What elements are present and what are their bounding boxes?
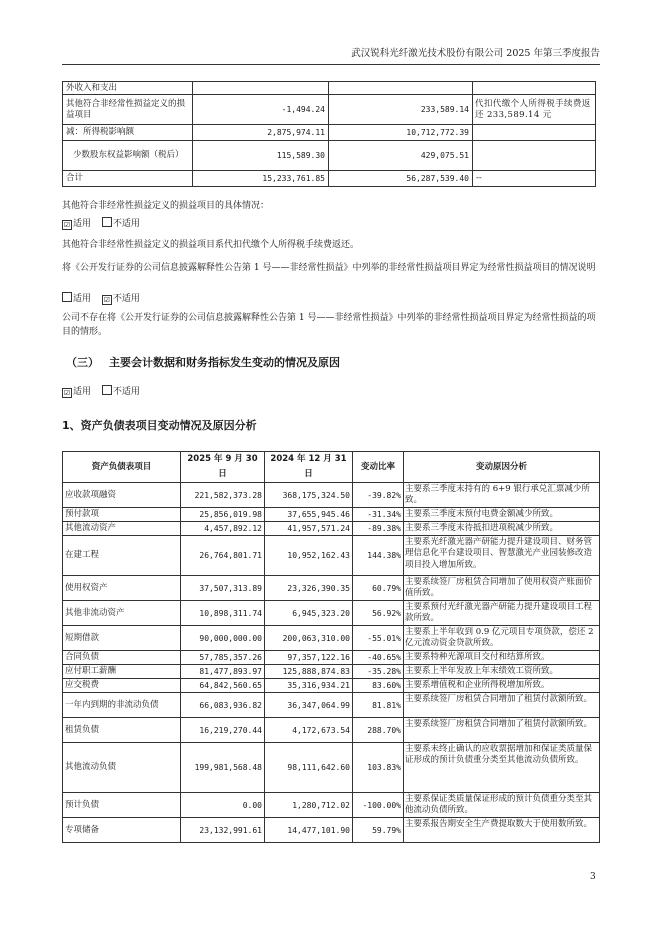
change-reason: 主要系续签厂房租赁合同增加了使用权资产账面价值所致。 [404, 576, 600, 601]
table-row [63, 125, 596, 141]
row-item: 租赁负债 [63, 718, 181, 743]
value-2024-12-31: 1,280,712.02 [265, 793, 353, 818]
change-reason: 主要系特种光源项目交付和结算所致。 [404, 651, 600, 665]
section-title: 主要会计数据和财务指标发生变动的情况及原因 [109, 356, 340, 369]
applicable-checkbox[interactable] [62, 292, 72, 302]
value-2024-12-31: 6,945,323.20 [265, 601, 353, 626]
value-2025-09-30: 4,457,892.12 [181, 522, 265, 536]
table-cell: 2,875,974.11 [193, 125, 329, 141]
row-item: 预计负债 [63, 793, 181, 818]
row-item: 应交税费 [63, 679, 181, 693]
change-reason: 主要系三季度末预付电费金额减少所致。 [404, 508, 600, 522]
table-cell: 少数股东权益影响额（税后） [63, 141, 193, 171]
table-row [63, 793, 600, 818]
column-header: 2024 年 12 月 31 日 [265, 452, 353, 483]
value-2025-09-30: 0.00 [181, 793, 265, 818]
change-ratio: -55.01% [353, 626, 404, 651]
change-reason: 主要系三季度末待抵扣进项税减少所致。 [404, 522, 600, 536]
row-item: 应收款项融资 [63, 483, 181, 508]
row-item: 其他非流动资产 [63, 601, 181, 626]
row-item: 在建工程 [63, 536, 181, 576]
table-row [63, 508, 600, 522]
checkbox-row [62, 385, 600, 399]
table-header-row [63, 452, 600, 483]
row-item: 其他流动资产 [63, 522, 181, 536]
change-ratio: -100.00% [353, 793, 404, 818]
checkbox-label: 适用 [73, 219, 92, 229]
checkbox-row [62, 217, 600, 231]
value-2025-09-30: 25,856,019.98 [181, 508, 265, 522]
table-row [63, 818, 600, 843]
table-cell: 外收入和支出 [63, 82, 193, 95]
value-2024-12-31: 10,952,162.43 [265, 536, 353, 576]
change-ratio: -89.38% [353, 522, 404, 536]
value-2024-12-31: 35,316,934.21 [265, 679, 353, 693]
table-row [63, 576, 600, 601]
value-2024-12-31: 36,347,064.99 [265, 693, 353, 718]
applicable-checkbox[interactable]: ☑ [63, 221, 71, 229]
not-applicable-checkbox[interactable] [102, 217, 112, 227]
change-reason: 主要系增值税和企业所得税增加所致。 [404, 679, 600, 693]
table-row [63, 601, 600, 626]
value-2024-12-31: 41,957,571.24 [265, 522, 353, 536]
value-2025-09-30: 57,785,357.26 [181, 651, 265, 665]
row-item: 预付款项 [63, 508, 181, 522]
checkbox-label: 不适用 [112, 219, 140, 229]
balance-sheet-changes-table [62, 451, 600, 843]
value-2025-09-30: 16,219,270.44 [181, 718, 265, 743]
change-ratio: 60.79% [353, 576, 404, 601]
change-ratio: -40.65% [353, 651, 404, 665]
column-header: 2025 年 9 月 30 日 [181, 452, 265, 483]
value-2025-09-30: 26,764,801.71 [181, 536, 265, 576]
table-row [63, 743, 600, 793]
row-item: 使用权资产 [63, 576, 181, 601]
table-row [63, 679, 600, 693]
table-row [63, 171, 596, 187]
table-cell: 429,075.51 [329, 141, 473, 171]
change-reason: 主要系预付光纤激光器产研能力提升建设项目工程款所致。 [404, 601, 600, 626]
table-cell: 其他符合非经常性损益定义的损益项目 [63, 95, 193, 125]
table-row [63, 536, 600, 576]
value-2025-09-30: 66,083,936.82 [181, 693, 265, 718]
change-ratio: 144.38% [353, 536, 404, 576]
value-2024-12-31: 23,326,390.35 [265, 576, 353, 601]
checkbox-label: 不适用 [112, 294, 140, 304]
change-ratio: 59.79% [353, 818, 404, 843]
table-cell: 10,712,772.39 [329, 125, 473, 141]
change-reason: 主要系报告期安全生产费提取数大于使用数所致。 [404, 818, 600, 843]
row-item: 短期借款 [63, 626, 181, 651]
not-applicable-checkbox[interactable] [102, 385, 112, 395]
table-cell: 115,589.30 [193, 141, 329, 171]
change-reason: 主要系上半年收到 0.9 亿元项目专项贷款，偿还 2 亿元流动资金贷款所致。 [404, 626, 600, 651]
table-row [63, 141, 596, 171]
table-cell: 233,589.14 [329, 95, 473, 125]
change-ratio: 81.81% [353, 693, 404, 718]
value-2024-12-31: 14,477,101.90 [265, 818, 353, 843]
change-reason: 主要系续签厂房租赁合同增加了租赁付款额所致。 [404, 693, 600, 718]
checkbox-label: 不适用 [112, 387, 140, 397]
value-2024-12-31: 125,888,874.83 [265, 665, 353, 679]
change-reason: 主要系保证类质量保证形成的预计负债重分类至其他流动负债所致。 [404, 793, 600, 818]
table-row [63, 82, 596, 95]
table-row [63, 483, 600, 508]
checkbox-label: 适用 [73, 387, 92, 397]
header-divider [62, 64, 600, 65]
table-cell: 15,233,761.85 [193, 171, 329, 187]
value-2024-12-31: 97,357,122.16 [265, 651, 353, 665]
change-reason: 主要系未终止确认的应收票据增加和保证类质量保证形成的预计负债重分类至其他流动负债所致。 [404, 743, 600, 793]
value-2025-09-30: 81,477,893.97 [181, 665, 265, 679]
subsection-heading: 1、资产负债表项目变动情况及原因分析 [62, 419, 257, 432]
column-header: 资产负债表项目 [63, 452, 181, 483]
value-2025-09-30: 199,981,568.48 [181, 743, 265, 793]
change-ratio: 288.70% [353, 718, 404, 743]
value-2025-09-30: 90,000,000.00 [181, 626, 265, 651]
row-item: 其他流动负债 [63, 743, 181, 793]
table-cell [473, 82, 596, 95]
value-2025-09-30: 64,842,560.65 [181, 679, 265, 693]
change-reason: 主要系光纤激光器产研能力提升建设项目、财务管理信息化平台建设项目、智慧激光产业园装修改造项目投入增加所致。 [404, 536, 600, 576]
value-2024-12-31: 4,172,673.54 [265, 718, 353, 743]
table-cell: 代扣代缴个人所得税手续费返还 233,589.14 元 [473, 95, 596, 125]
change-reason: 主要系上半年发放上年末绩效工资所致。 [404, 665, 600, 679]
table-cell [329, 82, 473, 95]
report-header: 武汉锐科光纤激光技术股份有限公司 2025 年第三季度报告 [351, 48, 600, 59]
table-cell [193, 82, 329, 95]
change-reason: 主要系续签厂房租赁合同增加了租赁付款额所致。 [404, 718, 600, 743]
row-item: 应付职工薪酬 [63, 665, 181, 679]
paragraph: 公司不存在将《公开发行证券的公司信息披露解释性公告第 1 号——非经常性损益》中列举的非经常性损益项目界定为经常性损益的项目的情形。 [62, 313, 596, 337]
value-2025-09-30: 37,507,313.89 [181, 576, 265, 601]
table-row [63, 693, 600, 718]
value-2024-12-31: 368,175,324.50 [265, 483, 353, 508]
change-ratio: 83.60% [353, 679, 404, 693]
value-2025-09-30: 221,582,373.28 [181, 483, 265, 508]
change-ratio: -31.34% [353, 508, 404, 522]
value-2025-09-30: 10,898,311.74 [181, 601, 265, 626]
non-recurring-items-table [62, 81, 596, 187]
change-ratio: -35.28% [353, 665, 404, 679]
table-row [63, 626, 600, 651]
section-number: （三） [66, 356, 99, 369]
checkbox-row [62, 292, 600, 306]
change-ratio: 103.83% [353, 743, 404, 793]
column-header: 变动比率 [353, 452, 404, 483]
table-cell: 56,287,539.40 [329, 171, 473, 187]
table-cell: 减：所得税影响额 [63, 125, 193, 141]
row-item: 一年内到期的非流动负债 [63, 693, 181, 718]
paragraph: 将《公开发行证券的公司信息披露解释性公告第 1 号——非经常性损益》中列举的非经常性损益项目界定为经常性损益项目的情况说明 [62, 263, 596, 273]
table-row [63, 651, 600, 665]
table-row [63, 522, 600, 536]
value-2024-12-31: 37,655,945.46 [265, 508, 353, 522]
checkbox-label: 适用 [73, 294, 92, 304]
paragraph: 其他符合非经常性损益定义的损益项目系代扣代缴个人所得税手续费返还。 [62, 240, 360, 250]
table-cell: -1,494.24 [193, 95, 329, 125]
page-number: 3 [590, 872, 596, 882]
table-cell [473, 125, 596, 141]
table-cell: 合计 [63, 171, 193, 187]
value-2025-09-30: 23,132,991.61 [181, 818, 265, 843]
table-cell: -- [473, 171, 596, 187]
table-row [63, 718, 600, 743]
value-2024-12-31: 200,063,310.00 [265, 626, 353, 651]
row-item: 合同负债 [63, 651, 181, 665]
applicable-checkbox[interactable]: ☑ [63, 389, 71, 397]
table-row [63, 665, 600, 679]
value-2024-12-31: 98,111,642.60 [265, 743, 353, 793]
table-row [63, 95, 596, 125]
column-header: 变动原因分析 [404, 452, 600, 483]
section-heading [66, 354, 340, 370]
change-ratio: -39.82% [353, 483, 404, 508]
row-item: 专项储备 [63, 818, 181, 843]
change-reason: 主要系三季度末持有的 6+9 银行承兑汇票减少所致。 [404, 483, 600, 508]
table-cell [473, 141, 596, 171]
paragraph: 其他符合非经常性损益定义的损益项目的具体情况： [62, 201, 270, 211]
not-applicable-checkbox[interactable]: ☑ [103, 296, 111, 304]
change-ratio: 56.92% [353, 601, 404, 626]
